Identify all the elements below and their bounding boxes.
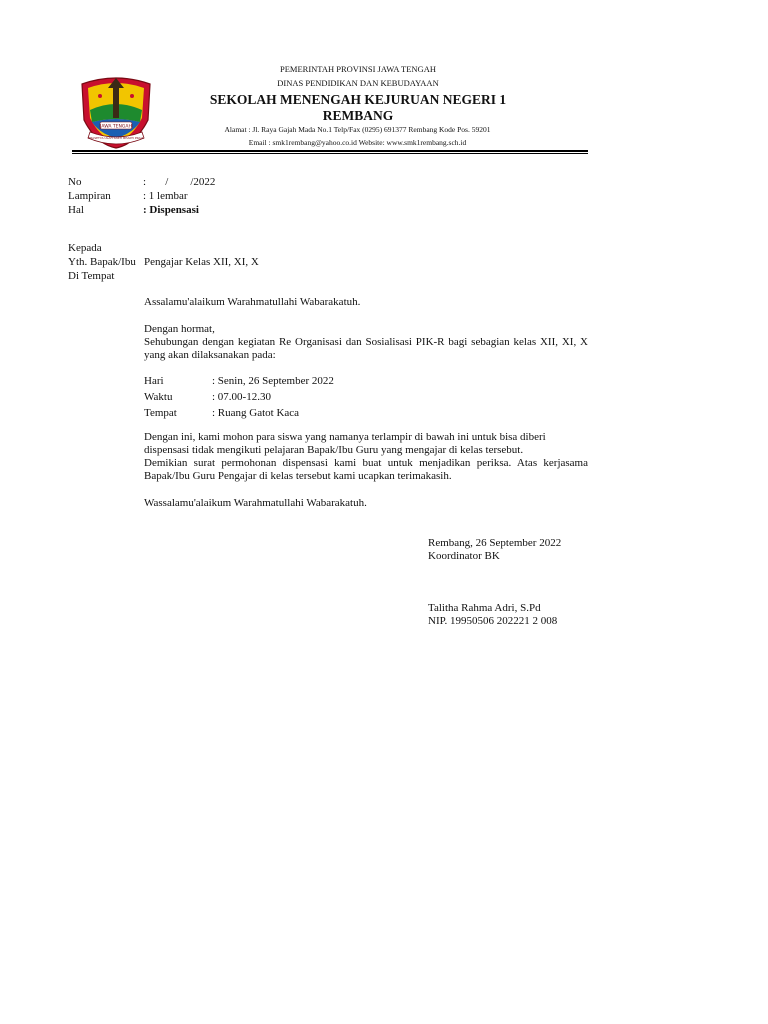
logo-banner-text: JAWA TENGAH [100, 124, 132, 130]
meta-no-value: : / /2022 [143, 176, 216, 188]
body-hormat: Dengan hormat, [144, 323, 215, 335]
meta-lampiran-label: Lampiran [68, 190, 111, 202]
body-intro-line1: Sehubungan dengan kegiatan Re Organisasi dan Sosialisasi PIK-R bagi sebagian kelas XII, XI, X [144, 336, 588, 348]
meta-hal-value: : Dispensasi [143, 204, 199, 216]
recipient-yth-value: Pengajar Kelas XII, XI, X [144, 256, 259, 268]
body-farewell: Wassalamu'alaikum Warahmatullahi Wabarakatuh. [144, 497, 367, 509]
body-closing-line2: Bapak/Ibu Guru Pengajar di kelas tersebut kami ucapkan terimakasih. [144, 470, 452, 482]
detail-tempat-value: : Ruang Gatot Kaca [212, 407, 300, 419]
letterhead-address: Alamat : Jl. Raya Gajah Mada No.1 Telp/Fax (0295) 691377 Rembang Kode Pos. 59201 [224, 125, 491, 134]
letterhead-line2: DINAS PENDIDIKAN DAN KEBUDAYAAN [277, 78, 439, 88]
provincial-logo [76, 70, 156, 150]
body-closing-line1: Demikian surat permohonan dispensasi kami buat untuk menjadikan periksa. Atas kerjasama [144, 457, 588, 469]
letterhead-line1: PEMERINTAH PROVINSI JAWA TENGAH [280, 64, 436, 74]
letterhead-divider-thin [72, 153, 588, 154]
detail-waktu-label: Waktu [144, 391, 173, 403]
body-request-line2: dispensasi tidak mengikuti pelajaran Bapak/Ibu Guru yang mengajar di kelas tersebut. [144, 444, 524, 456]
meta-hal-label: Hal [68, 204, 84, 216]
body-intro-line2: yang akan dilaksanakan pada: [144, 349, 276, 361]
body-greeting: Assalamu'alaikum Warahmatullahi Wabarakatuh. [144, 296, 361, 308]
signature-nip: NIP. 19950506 202221 2 008 [428, 615, 558, 627]
recipient-kepada: Kepada [68, 242, 102, 254]
letterhead-school: SEKOLAH MENENGAH KEJURUAN NEGERI 1 [209, 92, 507, 107]
detail-hari-label: Hari [144, 375, 164, 387]
signature-name: Talitha Rahma Adri, S.Pd [428, 602, 541, 614]
letterhead-city: REMBANG [322, 108, 394, 123]
body-request-line1: Dengan ini, kami mohon para siswa yang namanya terlampir di bawah ini untuk bisa diberi [144, 431, 546, 443]
signature-role: Koordinator BK [428, 550, 500, 562]
meta-lampiran-value: : 1 lembar [143, 190, 188, 202]
meta-no-label: No [68, 176, 82, 188]
detail-hari-value: : Senin, 26 September 2022 [212, 375, 334, 387]
signature-place-date: Rembang, 26 September 2022 [428, 537, 562, 549]
logo-ribbon-text: PRASETYA ULAH SAKTI BHAKTI PRAJA [88, 136, 144, 140]
detail-tempat-label: Tempat [144, 407, 177, 419]
detail-waktu-value: : 07.00-12.30 [212, 391, 271, 403]
recipient-place: Di Tempat [68, 270, 115, 282]
recipient-yth-label: Yth. Bapak/Ibu [68, 256, 136, 268]
letterhead-contact: Email : smk1rembang@yahoo.co.id Website: www.smk1rembang.sch.id [248, 138, 467, 147]
letterhead-divider [72, 150, 588, 152]
